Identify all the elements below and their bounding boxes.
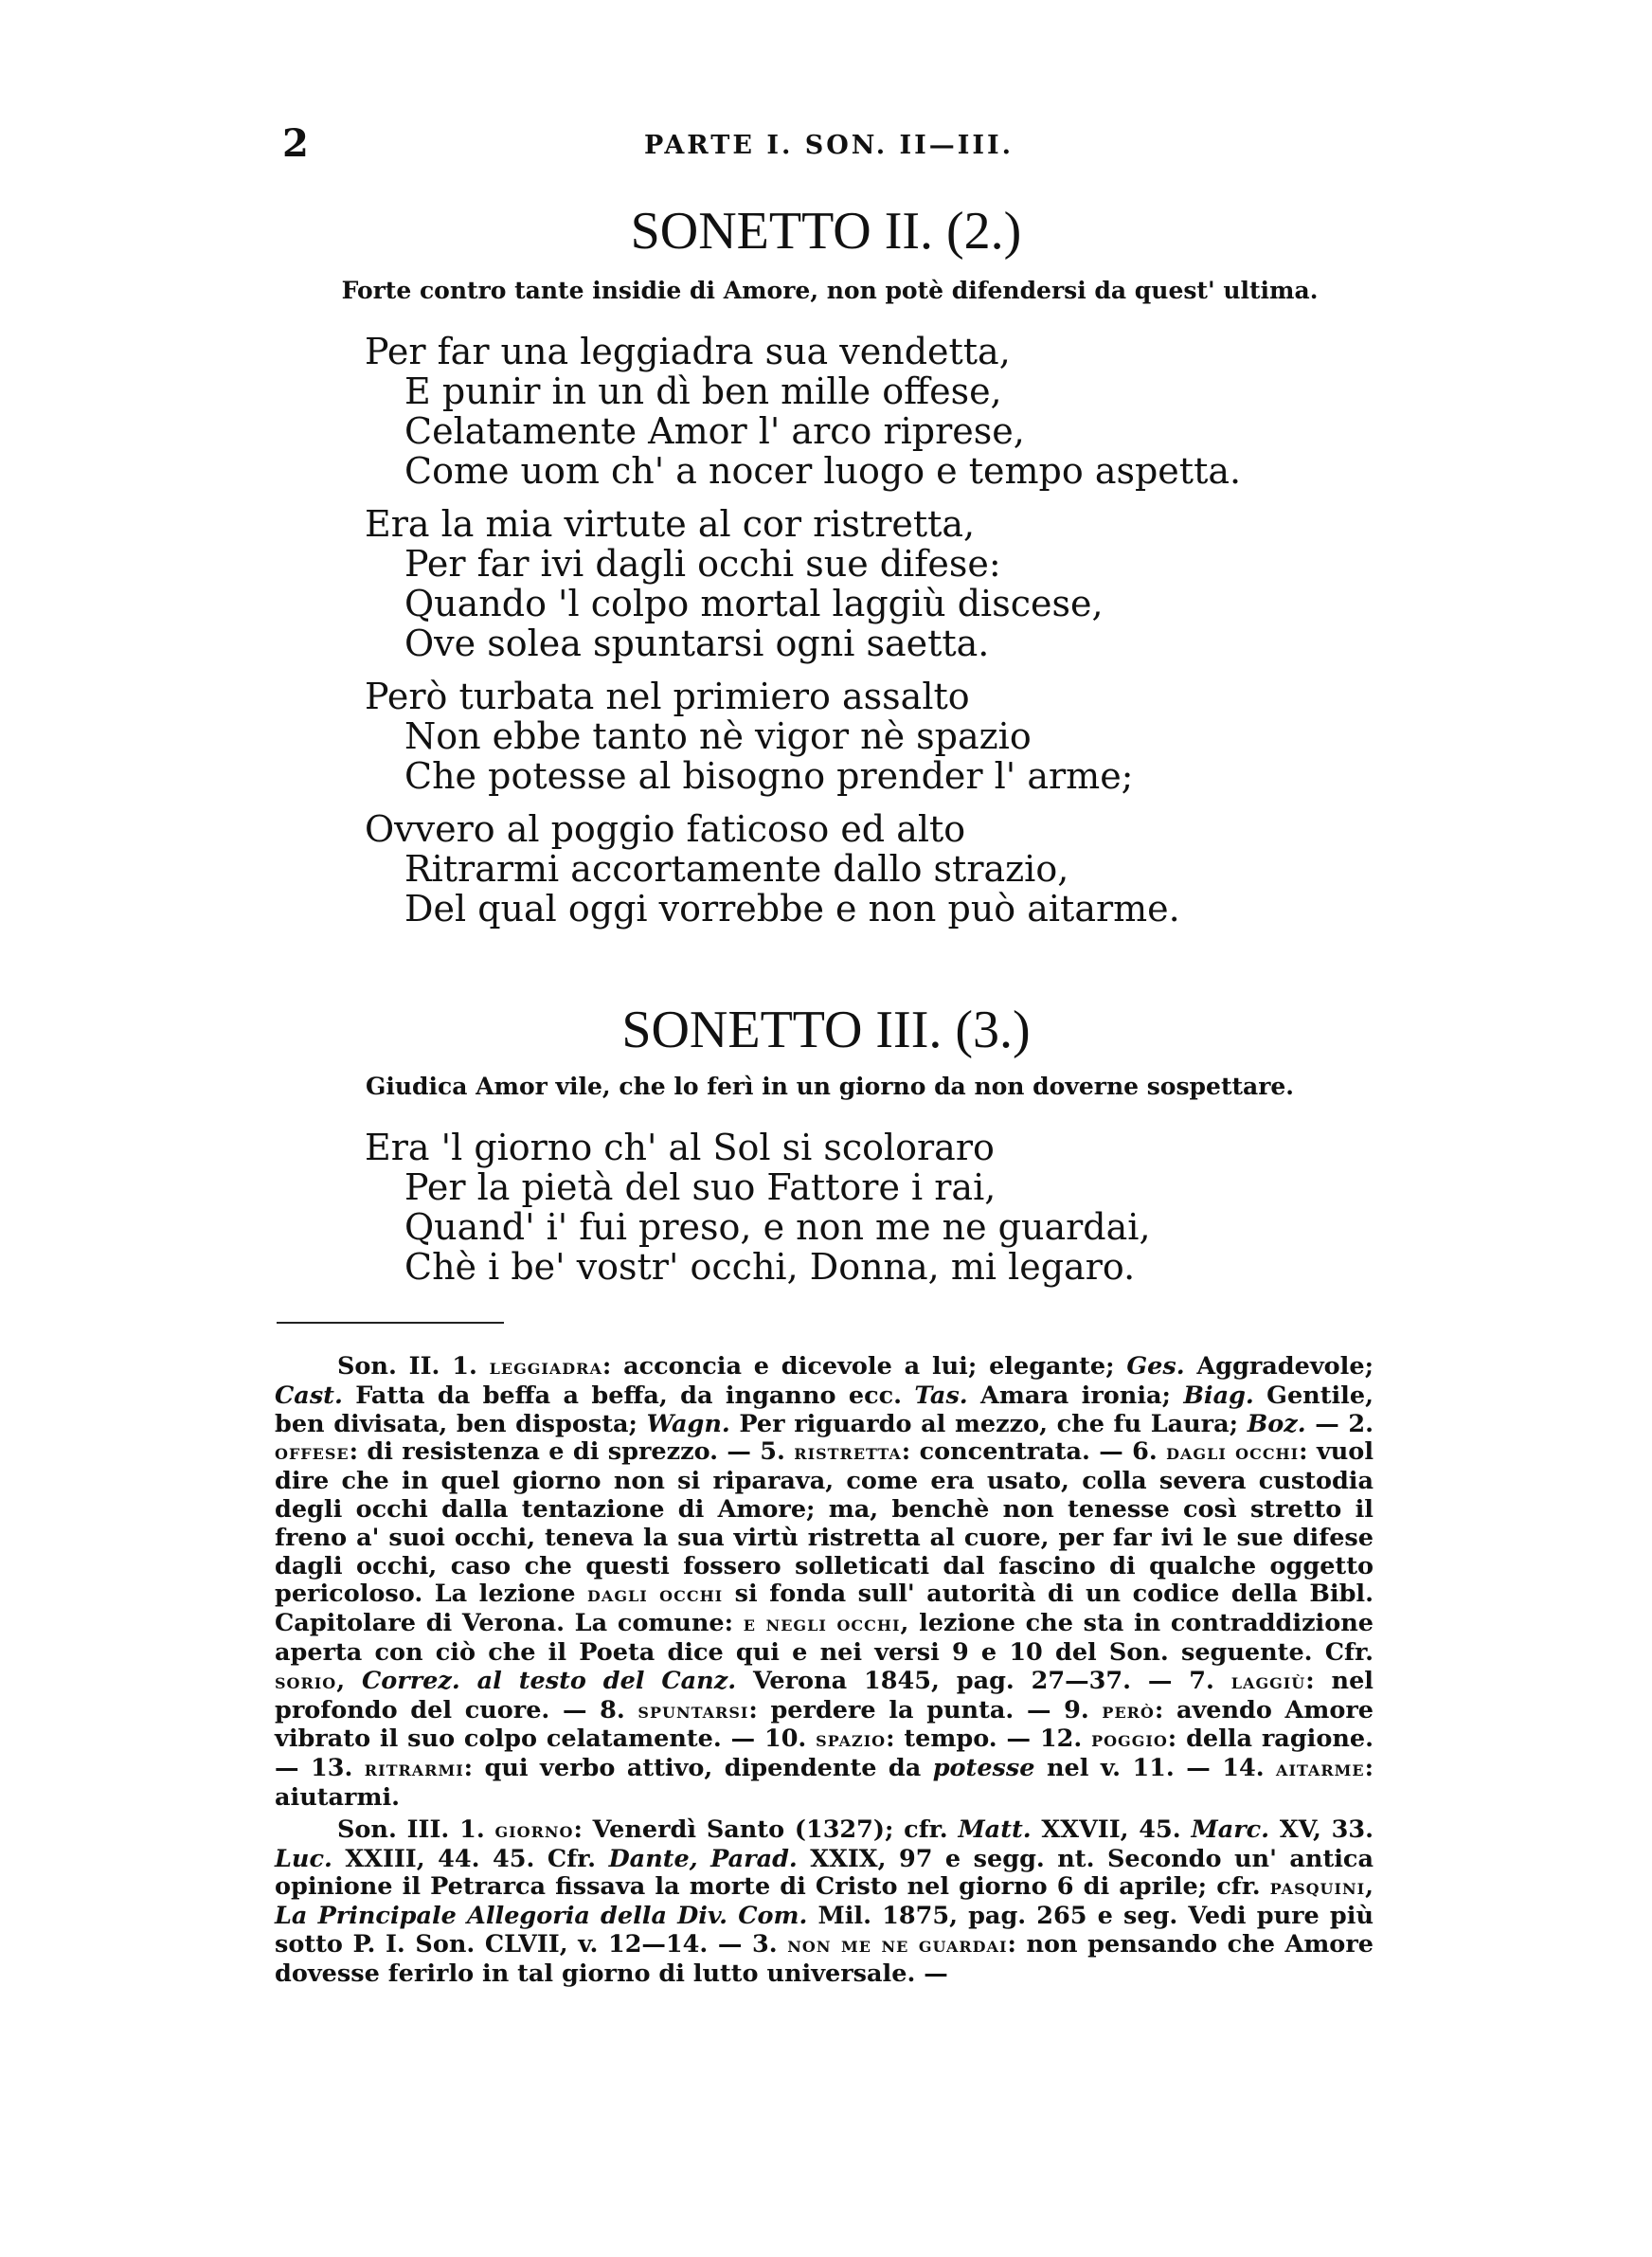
- verse-line: Era la mia virtute al cor ristretta,: [365, 503, 976, 545]
- verse-line: Come uom ch' a nocer luogo e tempo aspetta.: [404, 450, 1242, 492]
- author-name: sorio: [275, 1669, 337, 1694]
- note-sonnet-2: [275, 1353, 1374, 1813]
- sonnet-3-verse: [365, 1128, 1151, 1287]
- citation: Dante, Parad.: [608, 1844, 798, 1873]
- note-text: Mil. 1875, pag. 265 e seg. Vedi pure più sotto P. I. Son. CLVII, v. 12—14. — 3.: [275, 1902, 1374, 1959]
- lemma: ristretta: [794, 1440, 902, 1466]
- note-text: XXIX, 97 e segg. nt. Secondo un' antica opinione il Petrarca fissava la morte di Cristo nel giorno 6 di aprile; cfr.: [275, 1844, 1374, 1902]
- lemma: laggiù: [1230, 1669, 1306, 1694]
- note-text: : avendo Amore vibrato il suo colpo celatamente. — 10.: [275, 1695, 1374, 1754]
- note-text: XV, 33.: [1269, 1815, 1374, 1844]
- lemma: non me ne guardai: [787, 1932, 1008, 1958]
- note-text: : non pensando che Amore dovesse ferirlo in tal giorno di lutto universale. —: [275, 1929, 1374, 1988]
- lemma: spazio: [816, 1727, 887, 1753]
- lemma: dagli occhi: [1166, 1440, 1300, 1466]
- citation: Luc.: [275, 1844, 332, 1873]
- verse-line: Ritrarmi accortamente dallo strazio,: [404, 848, 1069, 890]
- note-sonnet-3: [275, 1816, 1374, 1989]
- sonnet-2-title: SONETTO II. (2.): [630, 202, 1022, 261]
- verse-line: Ove solea spuntarsi ogni saetta.: [404, 623, 990, 664]
- commentator: Cast.: [275, 1381, 343, 1410]
- note-text: Amara ironia;: [967, 1381, 1184, 1410]
- quatrain-2: [365, 504, 1241, 663]
- note-text: nel v. 11. — 14.: [1034, 1754, 1277, 1783]
- running-title: PARTE I. SON. II—III.: [644, 131, 1015, 160]
- verse-line: Per far una leggiadra sua vendetta,: [365, 331, 1011, 372]
- verse-line: Era 'l giorno ch' al Sol si scoloraro: [365, 1127, 995, 1168]
- note-text: Per riguardo al mezzo, che fu Laura;: [729, 1409, 1248, 1438]
- lemma: aitarme: [1276, 1757, 1365, 1782]
- lemma: leggiadra: [489, 1355, 602, 1380]
- note-text: Fatta da beffa a beffa, da inganno ecc.: [342, 1381, 915, 1410]
- commentator: Tas.: [914, 1381, 968, 1410]
- verse-line: E punir in un dì ben mille offese,: [404, 370, 1002, 412]
- note-text: Aggradevole;: [1184, 1352, 1374, 1381]
- verse-line: Ovvero al poggio faticoso ed alto: [365, 808, 966, 850]
- note-text: Verona 1845, pag. 27—37. — 7.: [736, 1666, 1231, 1695]
- sonnet-2-argument: Forte contro tante insidie di Amore, non potè difendersi da quest' ultima.: [341, 277, 1319, 304]
- citation: Matt.: [958, 1815, 1032, 1844]
- work-title: La Principale Allegoria della Div. Com.: [275, 1902, 808, 1931]
- note-text: : di resistenza e di sprezzo. — 5.: [349, 1437, 795, 1467]
- note-text: 1.: [440, 1352, 490, 1381]
- note-text: — 2.: [1305, 1409, 1374, 1438]
- verse-line: Che potesse al bisogno prender l' arme;: [404, 755, 1134, 797]
- sonnet-2-verse: [365, 332, 1241, 929]
- note-text: : concentrata. — 6.: [901, 1437, 1167, 1467]
- citation: Marc.: [1191, 1815, 1270, 1844]
- note-text: : della ragione. — 13.: [275, 1724, 1374, 1783]
- lemma: ritrarmi: [364, 1757, 464, 1782]
- quatrain-1: [365, 1128, 1151, 1287]
- page-number: 2: [282, 121, 309, 166]
- work-title: Correz. al testo del Canz.: [361, 1666, 737, 1695]
- quoted-word: potesse: [932, 1754, 1035, 1783]
- note-text: ,: [336, 1666, 362, 1695]
- verse-line: Però turbata nel primiero assalto: [365, 676, 970, 717]
- note-text: , lezione che sta in contraddizione aperta con ciò che il Poeta dice qui e nei versi 9 e 10 del Son. seguente. Cfr.: [275, 1609, 1374, 1667]
- lemma: spuntarsi: [637, 1698, 749, 1724]
- note-text: : qui verbo attivo, dipendente da: [463, 1754, 933, 1783]
- note-label: Son. II.: [337, 1352, 440, 1381]
- quatrain-1: [365, 332, 1241, 491]
- sonnet-3-title: SONETTO III. (3.): [621, 1001, 1031, 1059]
- tercet-2: [365, 809, 1241, 929]
- verse-line: Celatamente Amor l' arco riprese,: [404, 410, 1025, 452]
- commentator: Wagn.: [646, 1409, 730, 1438]
- commentator: Biag.: [1183, 1381, 1254, 1410]
- note-text: si fonda sull' autorità di un codice della Bibl. Capitolare di Verona. La comune:: [275, 1580, 1374, 1638]
- note-text: : acconcia e dicevole a lui; elegante;: [602, 1352, 1127, 1381]
- commentator: Boz.: [1247, 1409, 1306, 1438]
- lemma: giorno: [494, 1817, 574, 1843]
- verse-line: Per la pietà del suo Fattore i rai,: [404, 1166, 997, 1208]
- author-name: pasquini: [1269, 1875, 1366, 1901]
- footnote-rule: [277, 1322, 504, 1324]
- verse-line: Non ebbe tanto nè vigor nè spazio: [404, 715, 1032, 757]
- note-text: : tempo. — 12.: [886, 1724, 1092, 1754]
- lemma: però: [1102, 1698, 1155, 1724]
- verse-line: Quando 'l colpo mortal laggiù discese,: [404, 583, 1104, 624]
- note-text: XXIII, 44. 45. Cfr.: [332, 1844, 609, 1873]
- verse-line: Per far ivi dagli occhi sue difese:: [404, 543, 1001, 585]
- lemma: dagli occhi: [587, 1582, 724, 1608]
- note-text: : Venerdì Santo (1327); cfr.: [573, 1815, 959, 1844]
- verse-line: Quand' i' fui preso, e non me ne guardai,: [404, 1206, 1151, 1248]
- note-text: ,: [1365, 1872, 1374, 1902]
- note-text: XXVII, 45.: [1031, 1815, 1192, 1844]
- verse-line: Chè i be' vostr' occhi, Donna, mi legaro.: [404, 1246, 1136, 1288]
- note-text: Gentile, ben divisata, ben disposta;: [275, 1381, 1374, 1438]
- note-text: : aiutarmi.: [275, 1754, 1374, 1812]
- tercet-1: [365, 677, 1241, 796]
- lemma: e negli occhi: [743, 1612, 901, 1637]
- sonnet-3-argument: Giudica Amor vile, che lo ferì in un giorno da non doverne sospettare.: [365, 1073, 1295, 1100]
- note-text: : nel profondo del cuore. — 8.: [275, 1666, 1374, 1724]
- note-text: : perdere la punta. — 9.: [748, 1695, 1103, 1724]
- commentator: Ges.: [1126, 1352, 1185, 1381]
- note-text: 1.: [449, 1815, 495, 1844]
- lemma: offese: [275, 1440, 350, 1466]
- verse-line: Del qual oggi vorrebbe e non può aitarme.: [404, 888, 1180, 930]
- lemma: poggio: [1091, 1727, 1168, 1753]
- note-label: Son. III.: [337, 1815, 450, 1844]
- footnotes: [275, 1353, 1374, 1989]
- note-text: : vuol dire che in quel giorno non si riparava, come era usato, colla severa custodia degli occhi dalla tentazione di Amore; ma, benchè non tenesse così stretto il freno a' suoi occhi, teneva la sua virtù ristretta al cuore, per far ivi le sue difese dagli occhi, caso che questi fossero solleticati dal fascino di qualche oggetto pericoloso. La lezione: [275, 1437, 1374, 1609]
